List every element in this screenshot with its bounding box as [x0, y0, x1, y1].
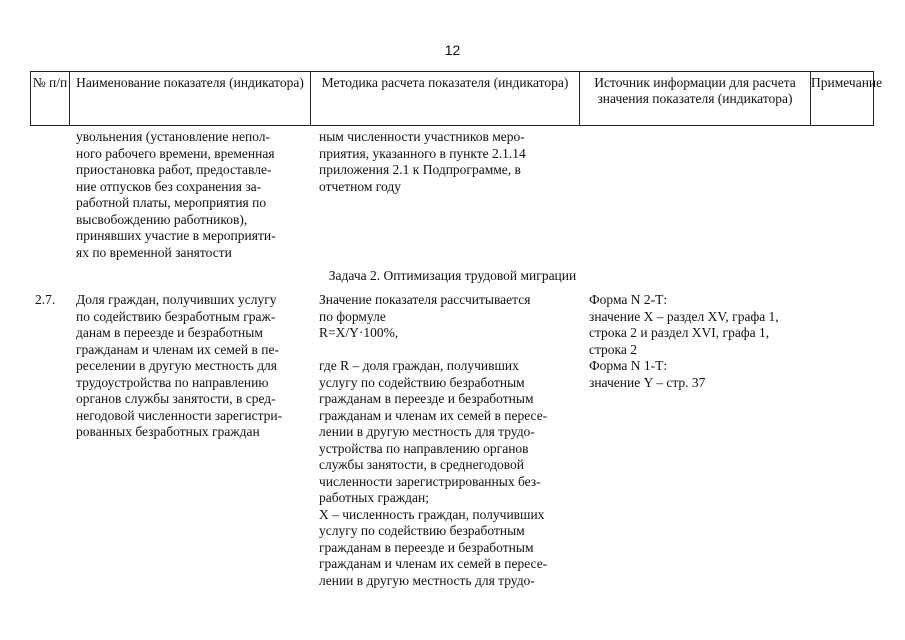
text-line: Форма N 2-Т: [589, 292, 668, 307]
text-line: R=X/Y·100%, [319, 325, 399, 340]
text-line: значение X – раздел XV, графа 1, [589, 308, 779, 324]
text-line: работной платы, мероприятия по [76, 195, 267, 210]
text-line: по содействию безработным граж- [76, 308, 276, 324]
page-number: 12 [444, 42, 461, 58]
text-line: службы занятости, в среднегодовой [319, 457, 525, 472]
table-header [30, 71, 883, 126]
method-cell [319, 292, 577, 589]
text-line: Форма N 1-Т: [589, 358, 668, 373]
text-line: лении в другую местность для трудо- [319, 424, 535, 439]
text-line: ях по временной занятости [76, 244, 232, 260]
text-line: X – численность граждан, получивших [319, 506, 545, 522]
header-num: № п/п [31, 72, 70, 125]
text-line: гражданам и членам их семей в пересе- [319, 407, 548, 423]
continued-method-cell [319, 129, 577, 195]
text-line: отчетном году [319, 178, 401, 194]
text-line: ным численности участников меро- [319, 129, 525, 144]
text-line: увольнения (установление непол- [76, 129, 271, 144]
text-line: реселении в другую местность для [76, 358, 278, 373]
text-line: приятия, указанного в пункте 2.1.14 [319, 145, 526, 161]
text-line: приложения 2.1 к Подпрограмме, в [319, 162, 521, 177]
text-line [319, 342, 577, 359]
row-number: 2.7. [35, 292, 56, 307]
text-line: гражданам и членам их семей в пересе- [319, 556, 548, 571]
text-line: где R – доля граждан, получивших [319, 358, 519, 373]
header-name: Наименование показателя (индикатора) [70, 72, 311, 125]
text-line: органов службы занятости, в сред- [76, 391, 276, 406]
task-heading: Задача 2. Оптимизация трудовой миграции [328, 268, 577, 283]
text-line: строка 2 [589, 341, 638, 357]
text-line: лении в другую местность для трудо- [319, 572, 535, 588]
header-source: Источник информации для расчета значения показателя (индикатора) [580, 72, 811, 125]
text-line: услугу по содействию безработным [319, 523, 525, 538]
header-note: Примечание [811, 75, 883, 90]
text-line: Доля граждан, получивших услугу [76, 292, 277, 307]
text-line: услугу по содействию безработным [319, 374, 525, 390]
text-line: высвобождению работников), [76, 211, 248, 227]
text-line: приостановка работ, предоставле- [76, 162, 272, 177]
header-method: Методика расчета показателя (индикатора) [311, 72, 580, 125]
continued-name-cell [76, 129, 305, 261]
text-line: рованных безработных граждан [76, 424, 260, 439]
text-line: ного рабочего времени, временная [76, 145, 275, 161]
text-line: ние отпусков без сохранения за- [76, 178, 262, 194]
text-line: трудоустройства по направлению [76, 374, 269, 390]
text-line: строка 2 и раздел XVI, графа 1, [589, 325, 770, 340]
text-line: работных граждан; [319, 490, 429, 505]
text-line: данам в переезде и безработным [76, 325, 263, 340]
text-line: численности зарегистрированных без- [319, 473, 541, 489]
text-line: Значение показателя рассчитывается [319, 292, 531, 307]
text-line: негодовой численности зарегистри- [76, 407, 283, 423]
text-line: принявших участие в мероприяти- [76, 228, 276, 243]
indicator-name-cell [76, 292, 305, 441]
text-line: гражданам и членам их семей в пе- [76, 341, 279, 357]
text-line: по формуле [319, 308, 386, 324]
text-line: значение Y – стр. 37 [589, 374, 706, 390]
text-line: гражданам в переезде и безработным [319, 391, 534, 406]
text-line: гражданам в переезде и безработным [319, 539, 534, 555]
text-line: устройства по направлению органов [319, 440, 529, 456]
source-cell [589, 292, 819, 391]
